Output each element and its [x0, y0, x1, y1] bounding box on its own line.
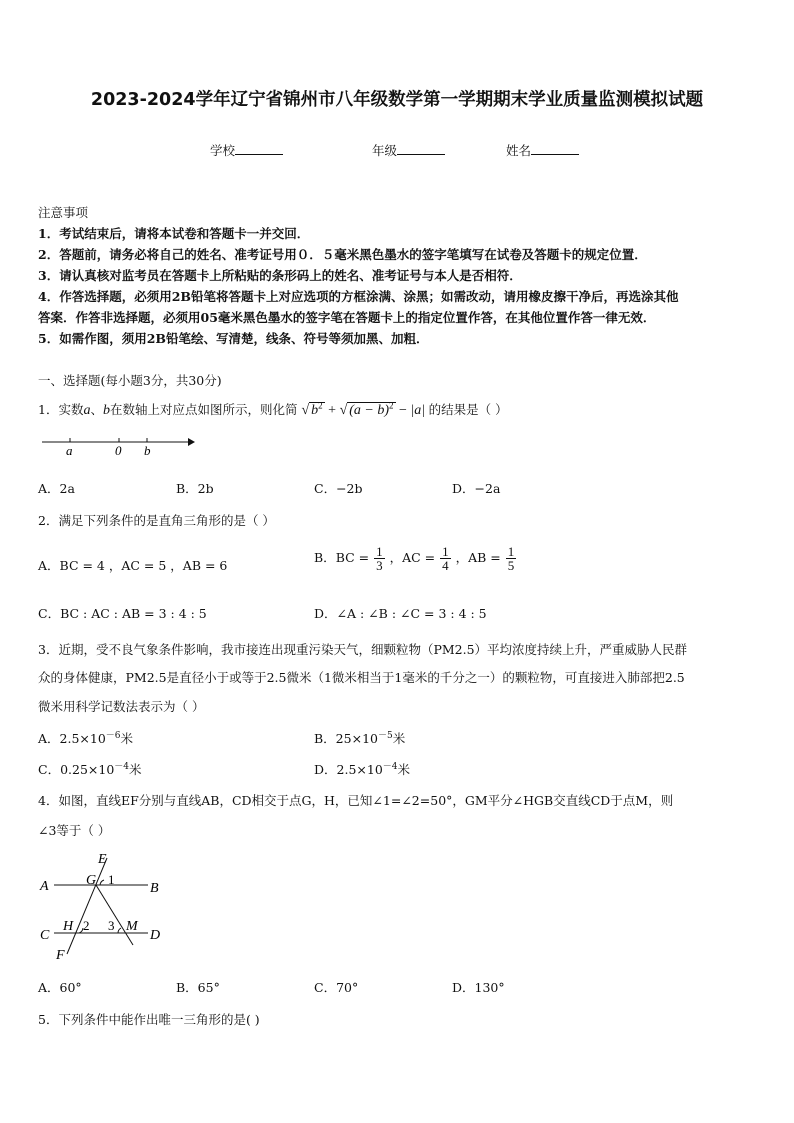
option-c[interactable]: C．BC : AC : AB = 3 : 4 : 5 [38, 606, 207, 621]
question-1-stem: 1．实数a、b在数轴上对应点如图所示，则化简 √ $b^2$ + √ $(a - b)^2 - |a|$ 的结果是（ ） [38, 400, 508, 418]
option-b[interactable]: B．65° [176, 980, 220, 995]
option-d[interactable]: D．∠A : ∠B : ∠C = 3 : 4 : 5 [314, 606, 487, 621]
axis-label-a: a [66, 443, 73, 458]
name-field[interactable]: 姓名 [506, 141, 579, 159]
page-title: 2023-2024学年辽宁省锦州市八年级数学第一学期期末学业质量监测模拟试题 [90, 90, 704, 110]
question-3-stem-line: 微米用科学记数法表示为（ ） [38, 699, 205, 714]
option-b[interactable]: B．2b [176, 481, 214, 496]
option-a[interactable]: A．$2.5\times 10^{-6}$米 [38, 731, 134, 747]
point-label-m: M [126, 919, 138, 934]
option-a[interactable]: A．60° [38, 980, 82, 995]
section-heading: 一、选择题(每小题3分，共30分) [38, 373, 222, 388]
option-d[interactable]: D．130° [452, 980, 505, 995]
angle-label-1: 1 [108, 872, 115, 887]
point-label-f: F [56, 948, 65, 963]
question-2-stem: 2．满足下列条件的是直角三角形的是（ ） [38, 513, 275, 528]
point-label-c: C [40, 928, 50, 943]
name-blank[interactable] [531, 143, 579, 155]
option-a[interactable]: A．2a [38, 481, 75, 496]
option-c[interactable]: C．−2b [314, 481, 363, 496]
school-field[interactable]: 学校 [210, 141, 283, 159]
angle-label-2: 2 [83, 918, 90, 933]
point-label-d: D [150, 928, 161, 943]
grade-blank[interactable] [397, 143, 445, 155]
option-d[interactable]: D．$2.5\times 10^{-4}$米 [314, 762, 411, 778]
fraction: $\frac{1}{3}$ [376, 544, 383, 573]
geometry-figure [36, 848, 176, 964]
note-item: 1．考试结束后，请将本试卷和答题卡一并交回． [38, 226, 310, 241]
axis-label-b: b [144, 443, 151, 458]
angle-1-arc [100, 880, 104, 885]
angle-label-3: 3 [108, 918, 115, 933]
school-blank[interactable] [235, 143, 283, 155]
arrow-right-icon [188, 438, 195, 446]
option-b[interactable]: B．BC = $\frac{1}{3}$ ，AC = $\frac{1}{4}$ ，AB = $\frac{1}{5}$ [314, 544, 515, 573]
point-label-b: B [150, 881, 159, 896]
point-label-a: A [40, 879, 49, 894]
option-b[interactable]: B．$25\times 10^{-5}$米 [314, 731, 406, 747]
question-3-stem-line: 众的身体健康，PM2.5是直径小于或等于2.5微米（1微米相当于1毫米的千分之一）的颗粒物，可直接进入肺部把2.5 [38, 670, 685, 685]
option-d[interactable]: D．−2a [452, 481, 501, 496]
line-gm [96, 885, 133, 945]
sqrt-symbol-icon: √ [301, 403, 310, 418]
option-c[interactable]: C．70° [314, 980, 359, 995]
question-4-stem-line: 4．如图，直线EF分别与直线AB，CD相交于点G，H，已知∠1=∠2=50°，GM平分∠HGB交直线CD于点M，则 [38, 793, 674, 808]
option-a[interactable]: A．BC = 4 ，AC = 5 ，AB = 6 [38, 558, 228, 573]
note-item: 5．如需作图，须用2B铅笔绘、写清楚，线条、符号等须加黑、加粗． [38, 331, 429, 346]
option-c[interactable]: C．$0.25\times 10^{-4}$米 [38, 762, 142, 778]
point-label-g: G [86, 873, 97, 888]
sqrt-symbol-icon: √ [339, 403, 348, 418]
angle-3-arc [118, 928, 121, 933]
note-item: 答案．作答非选择题，必须用05毫米黑色墨水的签字笔在答题卡上的指定位置作答，在其他位置作答一律无效． [38, 310, 656, 325]
question-5-stem: 5．下列条件中能作出唯一三角形的是( ) [38, 1012, 260, 1027]
notes-heading: 注意事项 [38, 205, 89, 220]
fraction: $\frac{1}{5}$ [507, 544, 515, 573]
number-line-figure [38, 434, 198, 460]
question-3-stem-line: 3．近期，受不良气象条件影响，我市接连出现重污染天气，细颗粒物（PM2.5）平均浓度持续上升，严重威胁人民群 [38, 642, 688, 657]
simplify-formula: √ $b^2$ + √ $(a - b)^2 - |a|$ [301, 400, 426, 418]
grade-field[interactable]: 年级 [372, 141, 445, 159]
note-item: 4．作答选择题，必须用2B铅笔将答题卡上对应选项的方框涂满、涂黑；如需改动，请用橡皮擦干净后，再选涂其他 [38, 289, 679, 304]
question-4-stem-line: ∠3等于（ ） [38, 823, 111, 838]
point-label-e: E [98, 852, 107, 867]
point-label-h: H [63, 919, 74, 934]
note-item: 3．请认真核对监考员在答题卡上所粘贴的条形码上的姓名、准考证号与本人是否相符． [38, 268, 522, 283]
note-item: 2．答题前，请务必将自己的姓名、准考证号用０．５毫米黑色墨水的签字笔填写在试卷及答题卡的规定位置． [38, 247, 647, 262]
fraction: $\frac{1}{4}$ [442, 544, 449, 573]
axis-label-zero: 0 [115, 443, 122, 458]
